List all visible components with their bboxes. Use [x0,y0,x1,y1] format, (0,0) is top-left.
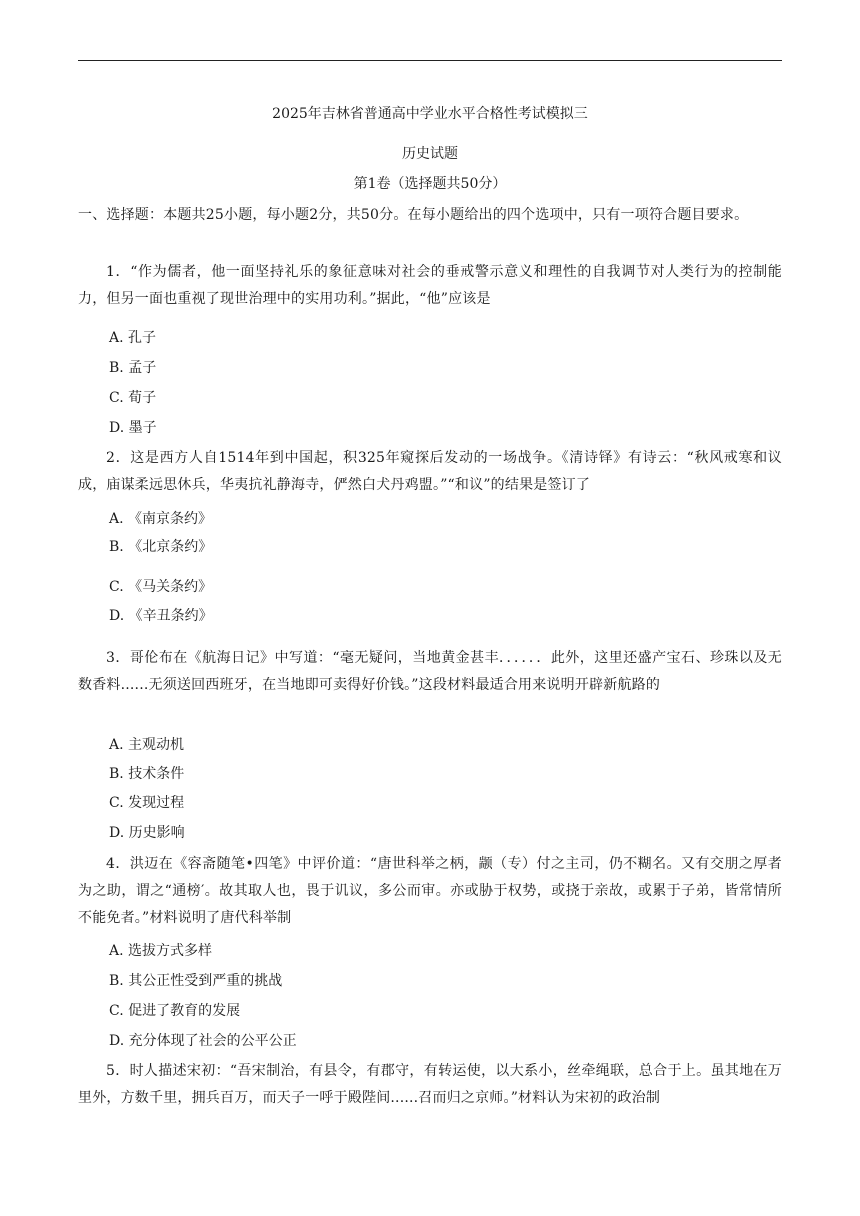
exam-title: 2025年吉林省普通高中学业水平合格性考试模拟三 [272,106,588,122]
question-1-stem: 1．“作为儒者，他一面坚持礼乐的象征意味对社会的垂戒警示意义和理性的自我调节对人类行为的控制能力，但另一面也重视了现世治理中的实用功利。”据此，“他”应该是 [78,264,782,307]
question-3-option-a[interactable]: A. 主观动机 [109,737,185,753]
question-1-option-c[interactable]: C. 荀子 [109,390,157,406]
question-1-option-b[interactable]: B. 孟子 [109,360,157,376]
question-2-option-d[interactable]: D. 《辛丑条约》 [109,608,213,624]
question-2-option-b[interactable]: B. 《北京条约》 [109,539,213,555]
section-instructions: 一、选择题：本题共25小题，每小题2分，共50分。在每小题给出的四个选项中，只有一项符合题目要求。 [78,207,749,223]
question-4-stem: 4．洪迈在《容斋随笔•四笔》中评价道：“唐世科举之柄，颛（专）付之主司，仍不糊名。又有交朋之厚者为之助，谓之“通榜′。故其取人也，畏于讥议，多公而审。亦或胁于权势，或挠于亲故，或累于子弟，皆常情所不能免者。”材料说明了唐代科举制 [78,856,782,926]
question-2-option-a[interactable]: A. 《南京条约》 [109,511,213,527]
question-4-option-c[interactable]: C. 促进了教育的发展 [109,1003,241,1019]
question-1-option-a[interactable]: A. 孔子 [109,330,157,346]
question-5-stem: 5．时人描述宋初：“吾宋制治，有县令，有郡守，有转运使，以大系小，丝牵绳联，总合于上。虽其地在万里外，方数千里，拥兵百万，而天子一呼于殿陛间......召而归之京师。”材料认为宋初的政治制 [78,1063,782,1106]
header-rule [78,60,782,61]
subject-title: 历史试题 [402,146,458,162]
question-3-option-d[interactable]: D. 历史影响 [109,825,185,841]
question-3-stem: 3．哥伦布在《航海日记》中写道：“毫无疑问，当地黄金甚丰．．．．．．此外，这里还盛产宝石、珍珠以及无数香料......无须送回西班牙，在当地即可卖得好价钱。”这段材料最适合用来说明开辟新航路的 [78,650,782,693]
volume-title: 第1卷（选择题共50分） [353,176,507,192]
question-1-option-d[interactable]: D. 墨子 [109,420,157,436]
question-2-option-c[interactable]: C. 《马关条约》 [109,579,213,595]
question-4-option-d[interactable]: D. 充分体现了社会的公平公正 [109,1033,297,1049]
question-4-option-b[interactable]: B. 其公正性受到严重的挑战 [109,973,283,989]
question-3-option-b[interactable]: B. 技术条件 [109,766,185,782]
question-2-stem: 2．这是西方人自1514年到中国起，积325年窥探后发动的一场战争。《清诗铎》有诗云：“秋风戒寒和议成，庙谋柔远思休兵，华夷抗礼静海寺，俨然白犬丹鸡盟。”“和议”的结果是签订了 [78,450,782,493]
question-4-option-a[interactable]: A. 选拔方式多样 [109,943,213,959]
question-3-option-c[interactable]: C. 发现过程 [109,795,185,811]
